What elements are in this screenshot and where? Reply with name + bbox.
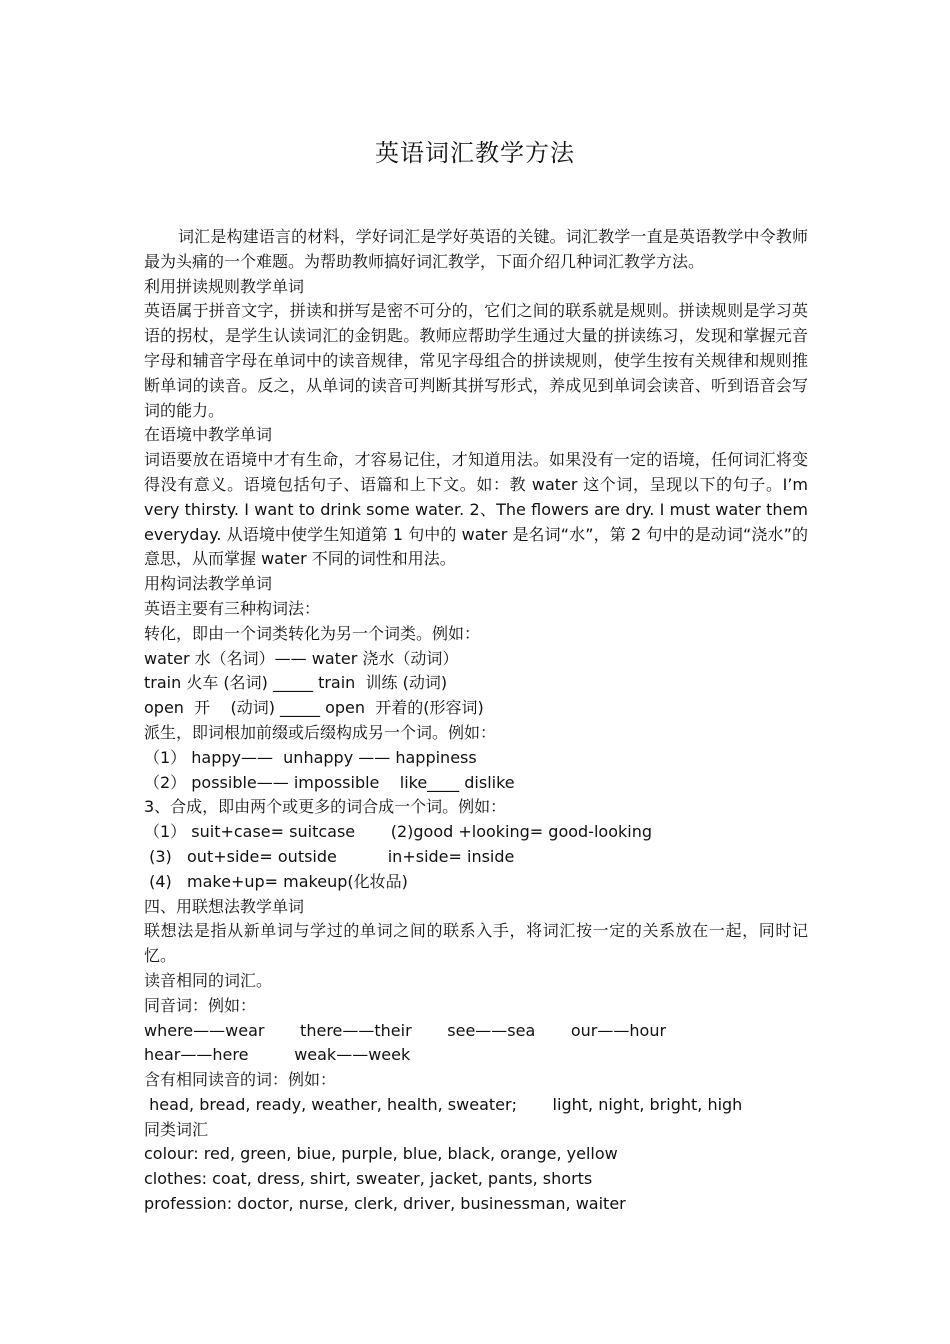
document-body <box>144 225 808 1217</box>
section3-line: 3、合成，即由两个或更多的词合成一个词。例如： <box>144 797 507 817</box>
section3-line: （1） happy—— unhappy —— happiness <box>144 747 477 767</box>
intro-paragraph: 词汇是构建语言的材料，学好词汇是学好英语的关键。词汇教学一直是英语教学中令教师最为头痛的一个难题。为帮助教师搞好词汇教学，下面介绍几种词汇教学方法。 <box>144 227 808 271</box>
section4-line: where——wear there——their see——sea our——hour <box>144 1020 667 1040</box>
section3-line: open 开 (动词) _____ open 开着的(形容词) <box>144 698 484 718</box>
section1-paragraph: 英语属于拼音文字，拼读和拼写是密不可分的，它们之间的联系就是规则。拼读规则是学习英语的拐杖，是学生认读词汇的金钥匙。教师应帮助学生通过大量的拼读练习，发现和掌握元音字母和辅音字母在单词中的读音规律，常见字母组合的拼读规则，使学生按有关规律和规则推断单词的读音。反之，从单词的读音可判断其拼写形式，养成见到单词会读音、听到语音会写词的能力。 <box>144 301 808 420</box>
section3-line: (3) out+side= outside in+side= inside <box>144 846 515 866</box>
section4-line: 含有相同读音的词：例如： <box>144 1070 337 1090</box>
section3-line: 转化，即由一个词类转化为另一个词类。例如： <box>144 623 481 643</box>
section4-line: head, bread, ready, weather, health, sweater; light, night, bright, high <box>144 1094 743 1114</box>
section3-line: (4) make+up= makeup(化妆品) <box>144 871 408 891</box>
section3-line: 英语主要有三种构词法： <box>144 598 321 618</box>
section3-line: 派生，即词根加前缀或后缀构成另一个词。例如： <box>144 722 497 742</box>
section3-line: train 火车 (名词) _____ train 训练 (动词) <box>144 673 448 693</box>
section4-line: hear——here weak——week <box>144 1045 411 1065</box>
section4-paragraph: 联想法是指从新单词与学过的单词之间的联系入手，将词汇按一定的关系放在一起，同时记忆。 <box>144 921 808 966</box>
section4-line: 同类词汇 <box>144 1119 209 1139</box>
document-title: 英语词汇教学方法 <box>375 139 575 167</box>
section4-line: profession: doctor, nurse, clerk, driver, businessman, waiter <box>144 1194 626 1214</box>
section4-heading: 四、用联想法教学单词 <box>144 896 305 916</box>
section4-line: colour: red, green, biue, purple, blue, black, orange, yellow <box>144 1144 618 1164</box>
section4-line: 同音词：例如： <box>144 995 257 1015</box>
section4-line: 读音相同的词汇。 <box>144 970 273 990</box>
section2-heading: 在语境中教学单词 <box>144 425 273 445</box>
section1-heading: 利用拼读规则教学单词 <box>144 276 305 296</box>
section3-line: water 水（名词）—— water 浇水（动词） <box>144 648 459 668</box>
section4-line: clothes: coat, dress, shirt, sweater, jacket, pants, shorts <box>144 1169 593 1189</box>
section3-line: （2） possible—— impossible like____ dislike <box>144 772 515 792</box>
section3-heading: 用构词法教学单词 <box>144 574 273 594</box>
section3-line: （1） suit+case= suitcase (2)good +looking= good-looking <box>144 822 652 842</box>
section2-paragraph: 词语要放在语境中才有生命，才容易记住，才知道用法。如果没有一定的语境，任何词汇将变得没有意义。语境包括句子、语篇和上下文。如：教 water 这个词，呈现以下的句子。I’m very thirsty. I want to drink some water. 2、The flowers are dry. I must water them everyday. 从语境中使学生知道第 1 句中的 water 是名词“水”，第 2 句中的是动词“浇水”的意思，从而掌握 water 不同的词性和用法。 <box>144 450 808 569</box>
